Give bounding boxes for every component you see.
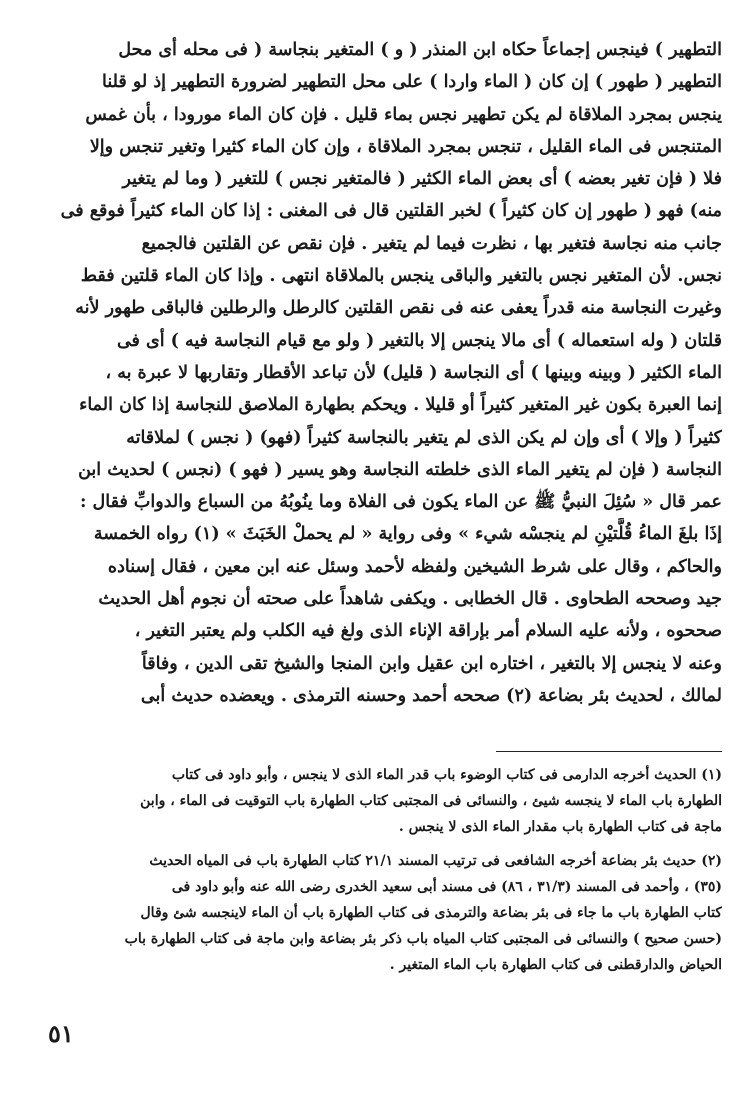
footnote-gap	[46, 840, 722, 848]
text-line: والحاكم ، وقال على شرط الشيخين ولفظه لأحمد وسئل عنه ابن معين ، فقال إسناده	[107, 556, 722, 577]
footnote-line: (حسن صحيح ) والنسائى فى المجتبى كتاب المياه باب ذكر بئر بضاعة وابن ماجة فى كتاب الطهارة باب	[124, 931, 722, 947]
text-line: ينجس بمجرد الملاقاة لم يكن تطهير نجس بماء قليل . فإن كان الماء مورودا ، بأن غمس	[85, 104, 722, 125]
text-line: لمالك ، لحديث بئر بضاعة (٢) صححه أحمد وحسنه الترمذى . ويعضده حديث أبى	[140, 685, 722, 706]
text-line: التطهير ) فينجس إجماعاً حكاه ابن المنذر ( و ) المتغير بنجاسة ( فى محله أى محل	[118, 40, 722, 60]
text-line: صححوه ، ولأنه عليه السلام أمر بإراقة الإناء الذى ولغ فيه الكلب ولم يعتبر التغير ،	[134, 621, 722, 642]
footnote-line: الطهارة باب الماء لا ينجسه شيئ ، والنسائى فى المجتبى كتاب الطهارة باب التوقيت فى الماء ، وابن	[140, 793, 722, 809]
text-line: المتنجس فى الماء القليل ، تنجس بمجرد الملاقاة ، وإن كان الماء كثيرا وتغير تنجس وإلا	[89, 136, 722, 157]
text-line: النجاسة ( فإن لم يتغير الماء الذى خلطته النجاسة وهو يسير ( فهو ) (نجس ) لحديث ابن	[78, 459, 722, 480]
text-line: كثيراً ( وإلا ) أى وإن لم يكن الذى لم يتغير بالنجاسة كثيراً (فهو) ( نجس ) لملاقاته	[126, 427, 722, 448]
main-text-block	[46, 34, 722, 712]
text-line: إذَا بلغَ الماءُ قُلَّتيْنِ لم ينجسْه شيء » وفى رواية « لم يحملْ الخَبَثَ » (١) رواه الخمسة	[93, 524, 722, 545]
text-line: التطهير ( طهور ) إن كان ( الماء واردا ) على محل التطهير لضرورة التطهير إذ لو قلنا	[102, 72, 722, 93]
footnote-line: (١) الحديث أخرجه الدارمى فى كتاب الوضوء باب قدر الماء الذى لا ينجس ، وأبو داود فى كتاب	[171, 767, 722, 783]
footnote-separator	[496, 751, 722, 752]
footnotes-block	[46, 762, 722, 978]
text-line: جانب منه نجاسة فتغير بها ، نظرت فيما لم يتغير . فإن نقص عن القلتين فالجميع	[141, 233, 722, 254]
footnote-line: كتاب الطهارة باب ما جاء فى بئر بضاعة والترمذى فى كتاب الطهارة باب أن الماء لاينجسه شئ وقال	[140, 905, 722, 921]
footnote-2	[46, 848, 722, 978]
footnote-line: (٢) حديث بئر بضاعة أخرجه الشافعى فى ترتيب المسند ٢١/١ كتاب الطهارة باب فى المياه الحديث	[149, 853, 722, 869]
text-line: عمر قال « سُئِلَ النبيُّ ﷺ عن الماء يكون فى الفلاة وما ينُوبُهُ من السباع والدوابِّ فقال :	[80, 492, 722, 513]
text-line: منه) فهو ( طهور إن كان كثيراً ) لخبر القلتين قال فى المغنى : إذا كان الماء كثيراً فوقع فى	[60, 201, 722, 222]
book-page	[46, 34, 722, 1064]
page-number: ٥١	[48, 1019, 74, 1048]
text-line: نجس. لأن المتغير نجس بالتغير والباقى ينجس بالملاقاة انتهى . وإذا كان الماء قلتين فقط	[80, 266, 722, 287]
footnote-line: (٣٥) ، وأحمد فى المسند (٣١/٣ ، ٨٦) فى مسند أبى سعيد الخدرى رضى الله عنه وأبو داود فى	[171, 879, 722, 895]
text-line: جيد وصححه الطحاوى . قال الخطابى . ويكفى شاهداً على صحته أن نجوم أهل الحديث	[98, 589, 722, 610]
footnote-line: الحياض والدارقطنى فى كتاب الطهارة باب الماء المتغير .	[389, 957, 722, 973]
footnote-1	[46, 762, 722, 840]
text-line: وغيرت النجاسة منه قدراً يعفى عنه فى نقص القلتين كالرطل والرطلين فالباقى طهور لأنه	[75, 298, 722, 319]
text-line: إنما العبرة بكون غير المتغير كثيراً أو قليلا . ويحكم بطهارة الملاصق للنجاسة إذا كان الماء	[79, 395, 722, 416]
text-line: وعنه لا ينجس إلا بالتغير ، اختاره ابن عقيل وابن المنجا والشيخ تقى الدين ، وفاقاً	[141, 653, 722, 674]
text-line: فلا ( فإن تغير بعضه ) أى بعض الماء الكثير ( فالمتغير نجس ) للتغير ( وما لم يتغير	[122, 169, 722, 190]
text-line: الماء الكثير ( وبينه وبينها ) أى النجاسة ( قليل) لأن تباعد الأقطار وتقاربها لا عبرة به ،	[105, 362, 722, 383]
footnote-line: ماجة فى كتاب الطهارة باب مقدار الماء الذى لا ينجس .	[398, 819, 722, 835]
text-line: قلتان ( وله استعماله ) أى مالا ينجس إلا بالتغير ( ولو مع قيام النجاسة فيه ) أى فى	[116, 330, 722, 351]
